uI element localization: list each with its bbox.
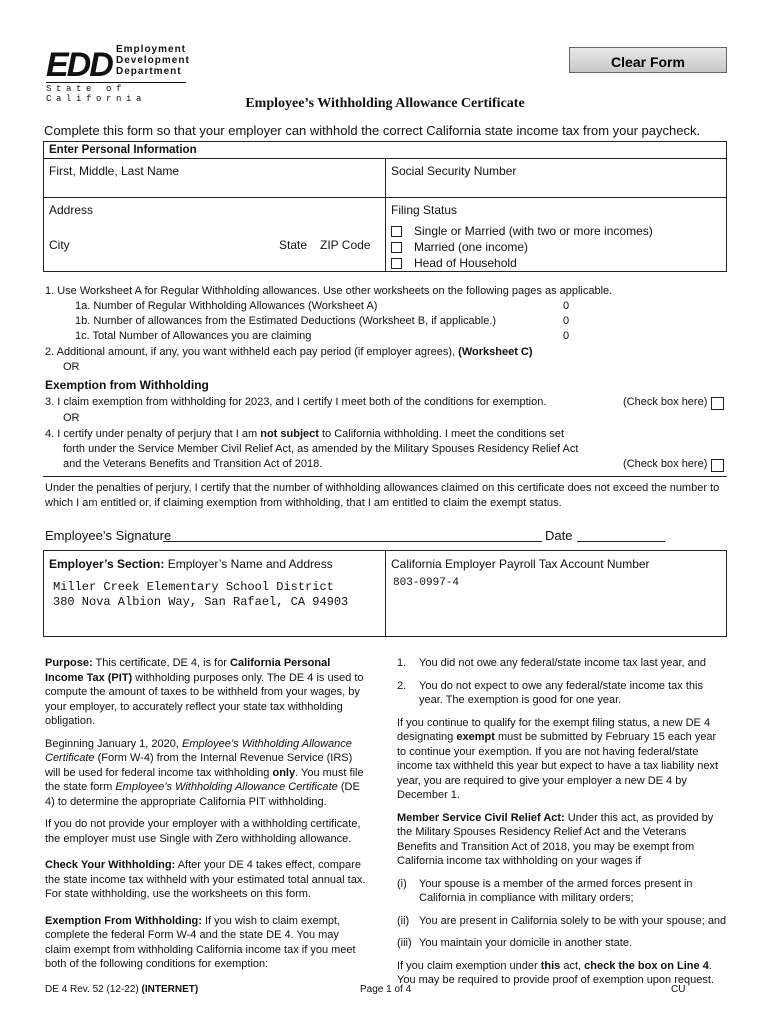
line-4: 4. I certify under penalty of perjury that I am not subject to California withholding. I meet the conditions set [45, 428, 565, 440]
form-code: CU [671, 984, 686, 995]
instructions-right [397, 656, 728, 996]
edd-logo [46, 44, 190, 104]
or-text: OR [63, 412, 80, 424]
state-label: State [279, 238, 308, 252]
line-1a: 1a. Number of Regular Withholding Allowances (Worksheet A) [75, 300, 378, 312]
check-withholding-paragraph: Check Your Withholding: After your DE 4 takes effect, compare the state income tax withheld with your estimated total annual tax. For state withholding, use the worksheets on this form. [45, 859, 366, 900]
msc-paragraph: Member Service Civil Relief Act: Under this act, as provided by the Military Spouses Residency Relief Act and the Veterans Benefits and Transition Act of 2018, you may be exempt from California income tax withholding on your wages if [397, 811, 714, 867]
purpose-paragraph: Purpose: This certificate, DE 4, is for California Personal Income Tax (PIT) withholding purposes only. The DE 4 is used to compute the amount of taxes to be withheld from your wages, by your employer, to accurately reflect your state tax withholding obligation. [45, 657, 364, 727]
filing-married-checkbox[interactable] [391, 242, 402, 253]
divider [385, 551, 386, 636]
personal-info-section [43, 141, 727, 272]
account-label: California Employer Payroll Tax Account Number [391, 557, 650, 571]
msc-item-ii: (ii) You are present in California solely to be with your spouse; and [397, 914, 727, 927]
city-state-zip-field[interactable] [49, 254, 379, 270]
exemption-header: Exemption from Withholding [45, 378, 209, 392]
filing-status-label: Filing Status [391, 203, 458, 217]
city-label: City [49, 238, 70, 252]
signature-line[interactable] [163, 541, 542, 542]
msc-item-iii: (iii) You maintain your domicile in another state. [397, 937, 632, 949]
address-field[interactable] [49, 218, 379, 234]
instructions-left [45, 656, 367, 980]
name-field[interactable] [49, 180, 379, 196]
signature-label: Employee’s Signature [45, 528, 172, 543]
perjury-statement: Under the penalties of perjury, I certify that the number of withholding allowances claimed on this certificate does not exceed the number to which I am entitled or, if claiming exemption from withholding, that I am entitled to claim the exempt status. [45, 482, 720, 509]
exemption-paragraph: Exemption From Withholding: If you wish to claim exempt, complete the federal Form W-4 and the state DE 4. You may claim exempt from withholding California income tax if you meet both of the following conditions for exemption: [45, 914, 356, 970]
filing-hoh-checkbox[interactable] [391, 258, 402, 269]
employer-name-field[interactable]: Miller Creek Elementary School District 380 Nova Albion Way, San Rafael, CA 94903 [53, 580, 349, 609]
ssn-label: Social Security Number [391, 164, 517, 178]
condition-2: 2. You do not expect to owe any federal/state income tax this year. The exemption is good for one year. [397, 679, 703, 706]
filing-option-label: Married (one income) [414, 240, 529, 254]
divider [385, 158, 386, 272]
edd-logo-text: Employment Development Department [116, 44, 190, 77]
logo-divider [46, 82, 186, 83]
no-certificate-paragraph: If you do not provide your employer with a withholding certificate, the employer must use Single with Zero withholding allowance. [45, 818, 361, 845]
line-1: 1. Use Worksheet A for Regular Withholding allowances. Use other worksheets on the following pages as applicable. [45, 285, 613, 297]
msc-item-i: (i) Your spouse is a member of the armed forces present in California in compliance with military orders; [397, 877, 693, 904]
personal-info-header: Enter Personal Information [49, 144, 197, 156]
divider [43, 476, 727, 477]
line-4-cont: forth under the Service Member Civil Relief Act, as amended by the Military Spouses Residency Relief Act [63, 443, 579, 455]
claim-paragraph: If you claim exemption under this act, check the box on Line 4. You may be required to provide proof of exemption upon request. [397, 959, 714, 986]
date-label: Date [545, 528, 573, 543]
line-3-checkbox[interactable] [711, 397, 724, 410]
employer-section [43, 550, 727, 637]
continue-paragraph: If you continue to qualify for the exempt filing status, a new DE 4 designating exempt must be submitted by February 15 each year to continue your exemption. If you are not having federal/state income tax withheld this year but expect to have a tax liability next year, you are required to give your employer a new DE 4 by December 1. [397, 716, 719, 801]
divider [44, 197, 726, 198]
check-box-label: (Check box here) [623, 396, 708, 408]
name-label: First, Middle, Last Name [49, 164, 180, 178]
filing-single-checkbox[interactable] [391, 226, 402, 237]
line-1c-value[interactable]: 0 [563, 330, 570, 342]
address-label: Address [49, 203, 94, 217]
zip-label: ZIP Code [320, 238, 371, 252]
line-4-checkbox[interactable] [711, 459, 724, 472]
line-1b: 1b. Number of allowances from the Estimated Deductions (Worksheet B, if applicable.) [75, 315, 497, 327]
check-box-label: (Check box here) [623, 458, 708, 470]
employer-header: Employer’s Section: Employer’s Name and Address [49, 557, 333, 571]
clear-form-button[interactable]: Clear Form [569, 47, 727, 73]
form-id: DE 4 Rev. 52 (12-22) (INTERNET) [45, 984, 199, 995]
account-number-field[interactable]: 803-0997-4 [393, 577, 460, 589]
form-intro: Complete this form so that your employer can withhold the correct California state income tax from your paycheck. [44, 123, 701, 138]
form-title: Employee’s Withholding Allowance Certificate [245, 96, 525, 111]
page-number: Page 1 of 4 [360, 984, 412, 995]
or-text: OR [63, 361, 80, 373]
edd-logo-mark: EDD [46, 46, 112, 84]
filing-option-label: Head of Household [414, 256, 517, 270]
date-line[interactable] [577, 541, 665, 542]
logo-state-line: State of California [46, 84, 147, 104]
line-1a-value[interactable]: 0 [563, 300, 570, 312]
condition-1: 1. You did not owe any federal/state income tax last year, and [397, 657, 706, 669]
line-3: 3. I claim exemption from withholding for 2023, and I certify I meet both of the conditions for exemption. [45, 396, 547, 408]
filing-option-label: Single or Married (with two or more incomes) [414, 224, 653, 238]
line-1c: 1c. Total Number of Allowances you are claiming [75, 330, 312, 342]
line-1b-value[interactable]: 0 [563, 315, 570, 327]
line-4-cont: and the Veterans Benefits and Transition Act of 2018. [63, 458, 323, 470]
ssn-field[interactable] [391, 180, 721, 196]
line-2: 2. Additional amount, if any, you want withheld each pay period (if employer agrees), (Worksheet C) [45, 346, 533, 358]
january-paragraph: Beginning January 1, 2020, Employee’s Withholding Allowance Certificate (Form W-4) from the Internal Revenue Service (IRS) will be used for federal income tax withholding only. You must file the state form Employee’s Withholding Allowance Certificate (DE 4) to determine the appropriate California PIT withholding. [45, 737, 364, 808]
